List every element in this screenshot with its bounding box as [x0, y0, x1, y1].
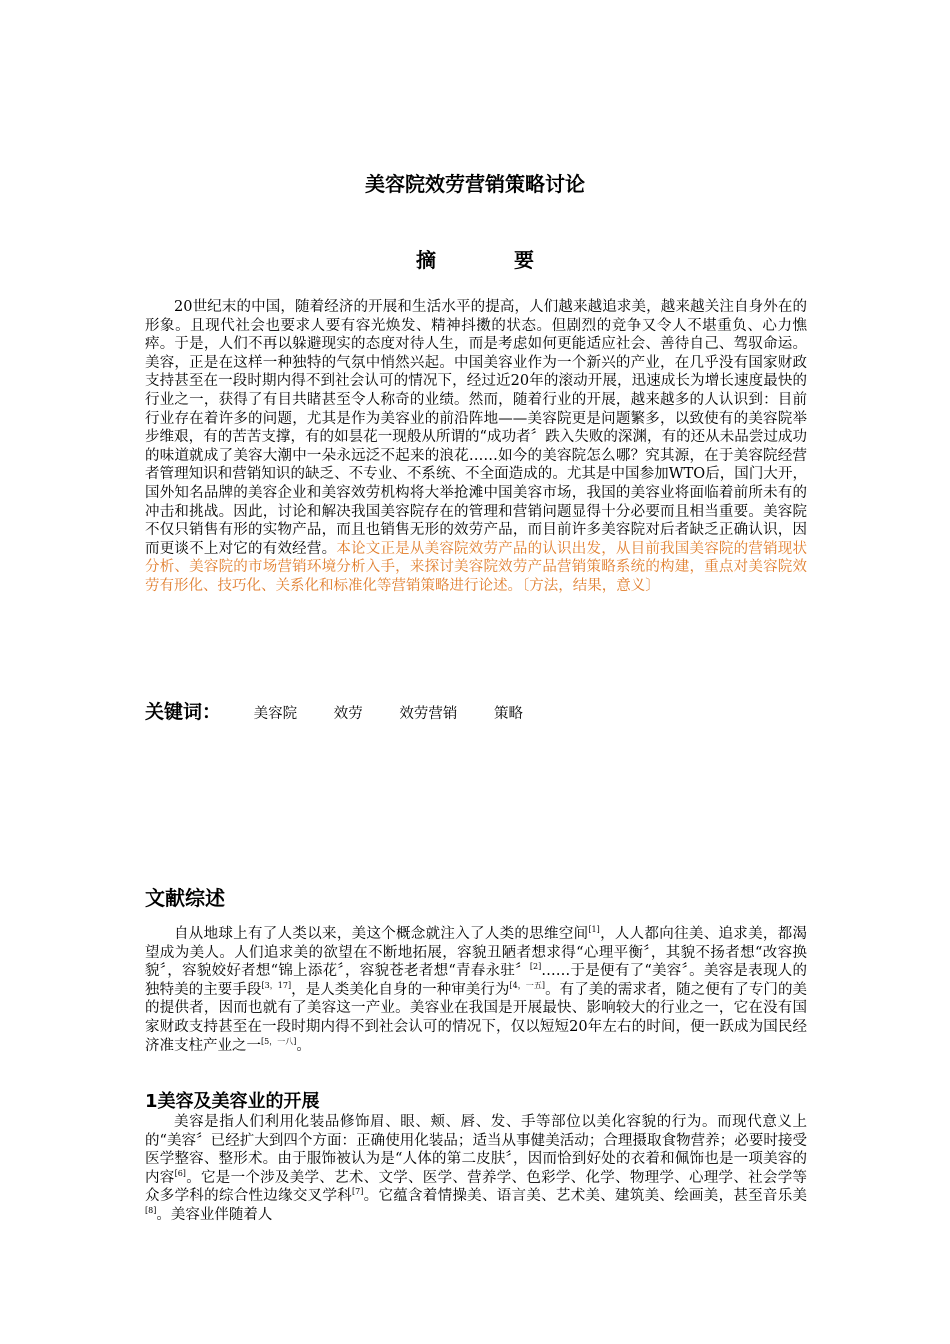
abstract-heading-left: 摘 — [416, 248, 436, 272]
literature-review-body — [145, 925, 807, 1055]
keyword-item: 效劳营销 — [399, 706, 458, 722]
section-1-body — [145, 1113, 807, 1225]
citation-ref: [4，一五] — [509, 980, 546, 990]
review-text: 自从地球上有了人类以来，美这个概念就注入了人类的思维空间 — [174, 926, 589, 942]
section-text: 。它是一个涉及美学、艺术、文学、医学、营养学、色彩学、化学、物理学、心理学、社会学等众多学科的综合性边缘交叉学科 — [145, 1169, 807, 1205]
keyword-item: 美容院 — [253, 706, 298, 722]
review-text: 。有了美的需求者，随之便有了专门的美的提供者，因而也就有了美容这一产业。美容业在我国是开展最快、影响较大的行业之一，它在没有国家财政支持甚至在一段时期内得不到社会认可的情况下，仅以短短20年左右的时间，便一跃成为国民经济准支柱产业之一 — [145, 981, 808, 1054]
citation-ref: [5，一八] — [261, 1036, 297, 1046]
keywords-line — [145, 697, 555, 724]
citation-ref: [2] — [529, 962, 542, 972]
abstract-heading — [0, 244, 950, 273]
section-text: 。它蕴含着情操美、语言美、艺术美、建筑美、绘画美，甚至音乐美 — [363, 1188, 808, 1205]
review-text: ……于是便有了“美容〞。美容是表现人的独特美的主要手段 — [145, 963, 807, 998]
citation-ref: [7] — [352, 1187, 364, 1197]
section-text: 。美容业伴随着人 — [156, 1206, 273, 1223]
review-text: 。 — [296, 1037, 311, 1054]
citation-ref: [6] — [174, 1168, 186, 1178]
review-text: ，人人都向往美、追求美，都渴望成为美人。人们追求美的欲望在不断地拓展，容貌丑陋者想求得“心理平衡〞，其貌不扬者想“改容换貌〞，容貌姣好者想“锦上添花〞，容貌苍老者想“青春永驻〞 — [145, 926, 807, 980]
citation-ref: [3，17] — [261, 980, 292, 990]
review-text: ，是人类美化自身的一种审美行为 — [291, 981, 510, 998]
section-1-heading: 1美容及美容业的开展 — [145, 1091, 320, 1112]
keywords-label: 关键词： — [145, 701, 222, 723]
citation-ref: [1] — [588, 925, 600, 935]
keyword-item: 策略 — [493, 706, 523, 722]
abstract-body — [145, 298, 807, 596]
section-text: 美容是指人们利用化装品修饰眉、眼、颊、唇、发、手等部位以美化容貌的行为。而现代意义上的“美容〞已经扩大到四个方面：正确使用化装品；适当从事健美活动；合理摄取食物营养；必要时接受医学整容、整形术。由于服饰被认为是“人体的第二皮肤〞，因而恰到好处的衣着和佩饰也是一项美容的内容 — [145, 1114, 807, 1186]
keyword-item: 效劳 — [333, 706, 363, 722]
document-title: 美容院效劳营销策略讨论 — [365, 172, 585, 196]
literature-review-heading: 文献综述 — [145, 886, 225, 910]
abstract-highlight-text: 本论文正是从美容院效劳产品的认识出发，从目前我国美容院的营销现状分析、美容院的市场营销环境分析入手，来探讨美容院效劳产品营销策略系统的构建，重点对美容院效劳有形化、技巧化、关系化和标准化等营销策略进行论述。〔方法，结果，意义〕 — [145, 540, 808, 594]
abstract-text: 20世纪末的中国，随着经济的开展和生活水平的提高，人们越来越追求美，越来越关注自身外在的形象。且现代社会也要求人要有容光焕发、精神抖擞的状态。但剧烈的竞争又令人不堪重负、心力憔瘁。于是，人们不再以躲避现实的态度对待人生，而是考虑如何更能适应社会、善待自己、驾驭命运。美容，正是在这样一种独特的气氛中悄然兴起。中国美容业作为一个新兴的产业，在几乎没有国家财政支持甚至在一段时期内得不到社会认可的情况下，经过近20年的滚动开展，迅速成长为增长速度最快的行业之一，获得了有目共睹甚至令人称奇的业绩。然而，随着行业的开展，越来越多的人认识到：目前行业存在着许多的问题，尤其是作为美容业的前沿阵地——美容院更是问题繁多，以致使有的美容院举步维艰，有的苦苦支撑，有的如昙花一现般从所谓的“成功者〞跌入失败的深渊，有的还从未品尝过成功的味道就成了美容大潮中一朵永远泛不起来的浪花……如今的美容院怎么哪？究其源，在于美容院经营者管理知识和营销知识的缺乏、不专业、不系统、不全面造成的。尤其是中国参加WTO后，国门大开，国外知名品牌的美容企业和美容效劳机构将大举抢滩中国美容市场，我国的美容业将面临着前所未有的冲击和挑战。因此，讨论和解决我国美容院存在的管理和营销问题显得十分必要而且相当重要。美容院不仅只销售有形的实物产品，而且也销售无形的效劳产品，而目前许多美容院对后者缺乏正确认识，因而更谈不上对它的有效经营。 — [145, 299, 807, 557]
abstract-heading-right: 要 — [514, 248, 534, 272]
citation-ref: [8] — [145, 1206, 157, 1216]
